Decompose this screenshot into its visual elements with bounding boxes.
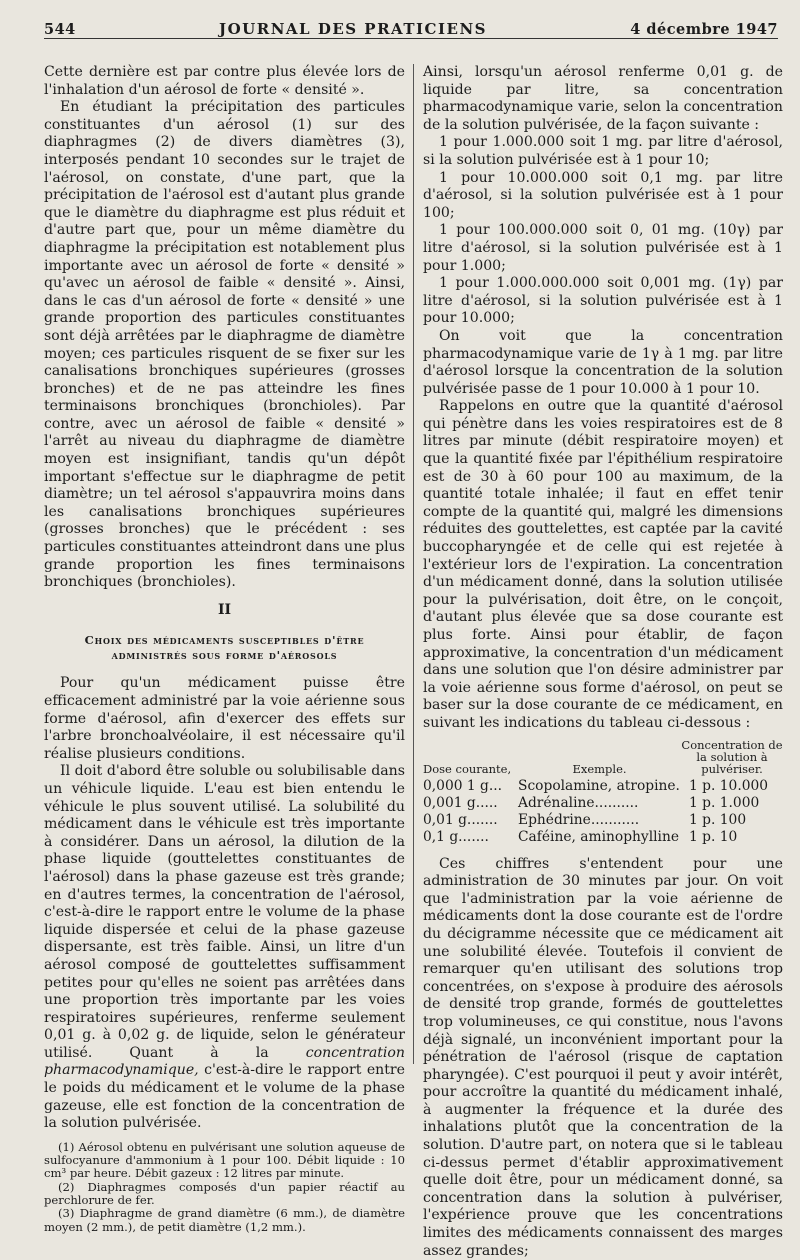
table-header bbox=[423, 739, 783, 775]
table-cell: 0,000 1 g... bbox=[423, 777, 503, 794]
table-row bbox=[423, 795, 783, 812]
footnote: (1) Aérosol obtenu en pulvérisant une solution aqueuse de sulfocyanure d'ammonium à 1 pour 100. Débit liquide : 10 cm³ par heure. Débit gazeux : 12 litres par minute. bbox=[44, 1139, 405, 1181]
right-column bbox=[423, 64, 783, 1260]
paragraph: En étudiant la précipitation des particules constituantes d'un aérosol (1) sur des diaphragmes (2) de divers diamètres (3), interposés pendant 10 secondes sur le trajet de l'aérosol, on constate, d'une part, que la précipitation de l'aérosol est d'autant plus grande que le diamètre du diaphragme est plus réduit et d'autre part que, pour un même diamètre du diaphragme la précipitation est notablement plus importante avec un aérosol de forte « densité » qu'avec un aérosol de faible « densité ». Ainsi, dans le cas d'un aérosol de forte « densité » une grande proportion des particules constituantes sont déjà arrêtées par le diaphragme de diamètre moyen; ces particules risquent de se fixer sur les canalisations bronchiques supérieures (grosses bronches) et de ne pas atteindre les fines terminaisons bronchiques (bronchioles). Par contre, avec un aérosol de faible « densité » l'arrêt au niveau du diaphragme de diamètre moyen est insignifiant, tandis qu'un dépôt important s'effectue sur le diaphragme de petit diamètre; un tel aérosol s'appauvrira moins dans les canalisations bronchiques supérieures (grosses bronches) que le précédent : ses particules constituantes atteindront dans une plus grande proportion les fines terminaisons bronchiques (bronchioles). bbox=[44, 99, 405, 591]
paragraph: Pour qu'un médicament puisse être efficacement administré par la voie aérienne sous forme d'aérosol, afin d'exercer des effets sur l'arbre bronchoalvéolaire, il est nécessaire qu'il réalise plusieurs conditions. bbox=[44, 675, 405, 762]
italic-term: concentration pharmacodynamique, bbox=[44, 1044, 405, 1079]
dose-table bbox=[423, 739, 783, 846]
paragraph-text: c'est-à-dire le rapport entre le poids du médicament et le volume de la phase gazeuse, elle est fonction de la concentration de la solution pulvérisée. bbox=[44, 1062, 405, 1132]
table-cell: Ephédrine........... bbox=[518, 811, 640, 828]
section-number: II bbox=[217, 601, 232, 618]
table-cell: 0,001 g..... bbox=[423, 794, 498, 811]
issue-date: 4 décembre 1947 bbox=[630, 21, 778, 38]
table-row bbox=[423, 812, 783, 829]
column-divider bbox=[413, 64, 414, 1064]
paragraph: Rappelons en outre que la quantité d'aérosol qui pénètre dans les voies respiratoires est de 8 litres par minute (débit respiratoire moyen) et que la quantité fixée par l'épithélium respiratoire est de 30 à 60 pour 100 au maximum, de la quantité totale inhalée; il faut en effet tenir compte de la quantité qui, malgré les dimensions réduites des gouttelettes, est captée par la cavité buccopharyngée et de celle qui est rejetée à l'extérieur lors de l'expiration. La concentration d'un médicament donné, dans la solution utilisée pour la pulvérisation, doit être, on le conçoit, d'autant plus élevée que sa dose courante est plus forte. Ainsi pour établir, de façon approximative, la concentration d'un médicament dans une solution que l'on désire administrer par la voie aérienne sous forme d'aérosol, on peut se baser sur la dose courante de ce médicament, en suivant les indications du tableau ci-dessous : bbox=[423, 398, 783, 731]
column-header: Dose courante, bbox=[423, 761, 512, 776]
list-item: 1 pour 10.000.000 soit 0,1 mg. par litre d'aérosol, si la solution pulvérisée est à 1 pour 100; bbox=[423, 169, 783, 221]
paragraph: Ainsi, lorsqu'un aérosol renferme 0,01 g. de liquide par litre, sa concentration pharmacodynamique varie, selon la concentration de la solution pulvérisée, de la façon suivante : bbox=[423, 64, 783, 133]
column-header: Exemple. bbox=[572, 761, 627, 776]
paragraph: Ces chiffres s'entendent pour une administration de 30 minutes par jour. On voit que l'administration par la voie aérienne de médicaments dont la dose courante est de l'ordre du décigramme nécessite que ce médicament ait une solubilité élevée. Toutefois il convient de remarquer qu'en utilisant des solutions trop concentrées, on s'expose à produire des aérosols de densité trop grande, formés de gouttelettes trop volumineuses, ce qui constitue, nous l'avons déjà signalé, un inconvénient important pour la pénétration de l'aérosol (risque de captation pharyngée). C'est pourquoi il peut y avoir intérêt, pour accroître la quantité du médicament inhalé, à augmenter la fréquence et la durée des inhalations plutôt que la concentration de la solution. D'autre part, on notera que si le tableau ci-dessus permet d'établir approximativement quelle doit être, pour un médicament donné, sa concentration dans la solution à pulvériser, l'expérience prouve que les concentrations limites des médicaments connaissent des marges assez grandes; bbox=[423, 855, 783, 1259]
table-cell: 0,1 g....... bbox=[423, 828, 489, 845]
table-cell: 0,01 g....... bbox=[423, 811, 498, 828]
table-row bbox=[423, 829, 783, 846]
page-header bbox=[44, 12, 778, 39]
section-title-line: administrés sous forme d'aérosols bbox=[111, 648, 338, 663]
table-cell: 1 p. 10.000 bbox=[689, 777, 769, 794]
column-header: Concentration de la solution à pulvériser. bbox=[681, 737, 783, 776]
section-title bbox=[44, 633, 405, 663]
table-cell: 1 p. 10 bbox=[689, 828, 738, 845]
paragraph: On voit que la concentration pharmacodynamique varie de 1γ à 1 mg. par litre d'aérosol lorsque la concentration de la solution pulvérisée passe de 1 pour 10.000 à 1 pour 10. bbox=[423, 327, 783, 397]
paragraph: Cette dernière est par contre plus élevée lors de l'inhalation d'un aérosol de forte « densité ». bbox=[44, 64, 405, 98]
table-cell: 1 p. 100 bbox=[689, 811, 747, 828]
footnotes bbox=[44, 1141, 405, 1234]
paragraph bbox=[44, 763, 405, 1132]
paragraph-text: Il doit d'abord être soluble ou solubilisable dans un véhicule liquide. L'eau est bien entendu le véhicule le plus souvent utilisé. La solubilité du médicament dans le véhicule est très importante à considérer. Dans un aérosol, la dilution de la phase liquide (gouttelettes constituantes de l'aérosol) dans la phase gazeuse est très grande; en d'autres termes, la concentration de l'aérosol, c'est-à-dire le rapport entre le volume de la phase liquide dispersée et celui de la phase gazeuse dispersante, est très faible. Ainsi, un litre d'un aérosol composé de gouttelettes suffisamment petites pour qu'elles ne soient pas arrêtées dans une proportion très importante par les voies respiratoires supérieures, renferme seulement 0,01 g. à 0,02 g. de liquide, selon le générateur utilisé. Quant à la bbox=[44, 763, 405, 1061]
table-cell: Caféine, aminophylline bbox=[518, 828, 680, 845]
footnote: (3) Diaphragme de grand diamètre (6 mm.), de diamètre moyen (2 mm.), de petit diamètre (1,2 mm.). bbox=[44, 1206, 405, 1234]
table-row bbox=[423, 778, 783, 795]
left-column bbox=[44, 64, 405, 1234]
section-title-line: Choix des médicaments susceptibles d'être bbox=[84, 633, 365, 648]
page-number: 544 bbox=[44, 21, 76, 38]
list-item: 1 pour 1.000.000.000 soit 0,001 mg. (1γ) par litre d'aérosol, si la solution pulvérisée est à 1 pour 10.000; bbox=[423, 275, 783, 327]
footnote: (2) Diaphragmes composés d'un papier réactif au perchlorure de fer. bbox=[44, 1179, 405, 1208]
table-cell: Adrénaline.......... bbox=[518, 794, 639, 811]
table-cell: 1 p. 1.000 bbox=[689, 794, 760, 811]
journal-title: JOURNAL DES PRATICIENS bbox=[218, 20, 487, 38]
list-item: 1 pour 1.000.000 soit 1 mg. par litre d'aérosol, si la solution pulvérisée est à 1 pour 10; bbox=[423, 134, 783, 168]
list-item: 1 pour 100.000.000 soit 0, 01 mg. (10γ) par litre d'aérosol, si la solution pulvérisée est à 1 pour 1.000; bbox=[423, 222, 783, 274]
table-cell: Scopolamine, atropine. bbox=[518, 777, 680, 794]
